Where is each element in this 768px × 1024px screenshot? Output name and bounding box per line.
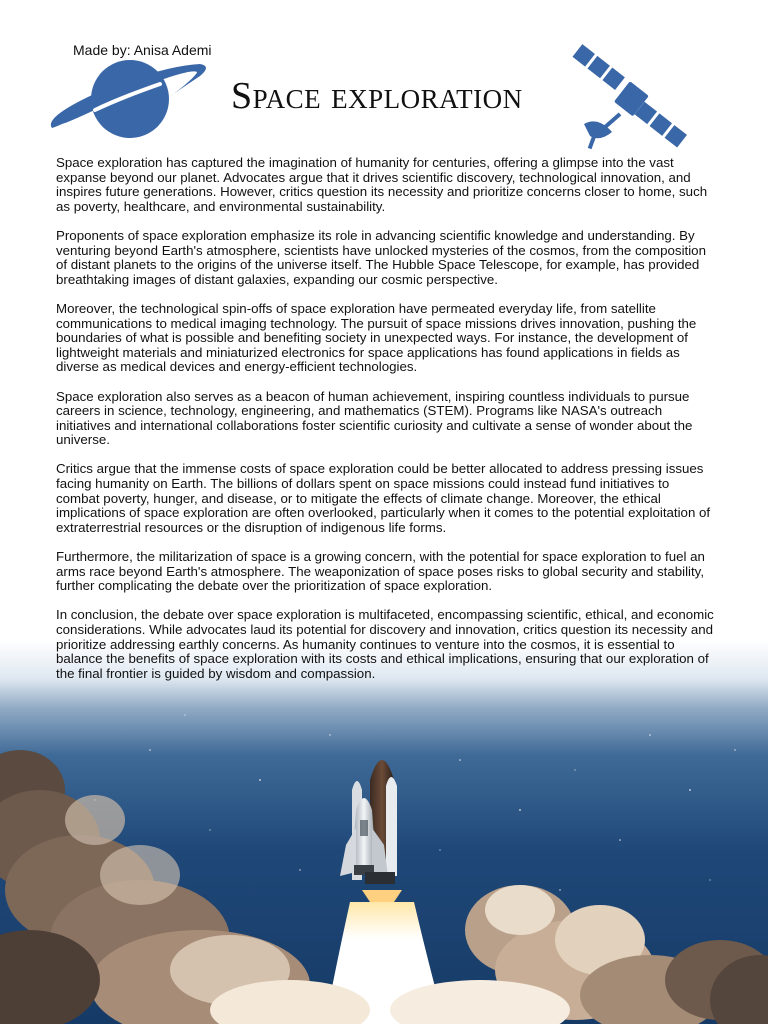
page-title: Space exploration <box>231 75 523 117</box>
paragraph: Moreover, the technological spin-offs of space exploration have permeated everyday life, from satellite communications to medical imaging technology. The pursuit of space missions drives innovation, pushing the boundaries of what is possible and benefiting society in unexpected ways. For instance, the development of lightweight materials and miniaturized electronics for space applications has found applications in fields as diverse as medical devices and energy-efficient technologies. <box>56 300 697 375</box>
paragraph: Furthermore, the militarization of space is a growing concern, with the potential for space exploration to fuel an arms race beyond Earth's atmosphere. The weaponization of space poses risks to global security and stability, further complicating the debate over the prioritization of space exploration. <box>56 549 705 594</box>
paragraph: Space exploration has captured the imagination of humanity for centuries, offering a glimpse into the vast expanse beyond our planet. Advocates argue that it drives scientific discovery, technological innovation, and inspires future generations. However, critics question its necessity and prioritize concerns closer to home, such as poverty, healthcare, and environmental sustainability. <box>56 155 708 214</box>
paragraph: In conclusion, the debate over space exploration is multifaceted, encompassing scientific, ethical, and economic considerations. While advocates laud its potential for discovery and innovation, critics question its necessity and prioritize addressing earthly concerns. As humanity continues to venture into the cosmos, it is essential to balance the benefits of space exploration with its costs and ethical implications, ensuring that our exploration of the final frontier is guided by wisdom and compassion. <box>56 607 714 681</box>
paragraph: Space exploration also serves as a beacon of human achievement, inspiring countless individuals to pursue careers in science, technology, engineering, and mathematics (STEM). Programs like NASA's outreach initiatives and international collaborations foster scientific curiosity and cultivate a sense of wonder about the universe. <box>56 388 693 448</box>
satellite-icon <box>560 32 700 167</box>
paragraph: Critics argue that the immense costs of space exploration could be better allocated to address pressing issues facing humanity on Earth. The billions of dollars spent on space missions could instead fund initiatives to combat poverty, hunger, and disease, or to mitigate the effects of climate change. Moreover, the ethical implications of space exploration are often overlooked, particularly when it comes to the potential exploitation of extraterrestrial resources or the disruption of indigenous life forms. <box>56 461 711 535</box>
author-credit: Made by: Anisa Ademi <box>73 42 212 58</box>
ringed-planet-icon <box>50 58 208 145</box>
paragraph: Proponents of space exploration emphasize its role in advancing scientific knowledge and understanding. By venturing beyond Earth's atmosphere, scientists have unlocked mysteries of the cosmos, from the composition of distant planets to the origins of the universe itself. The Hubble Space Telescope, for example, has provided breathtaking images of distant galaxies, expanding our cosmic perspective. <box>56 227 706 287</box>
shuttle-launch-image <box>0 640 768 1024</box>
article-body <box>56 156 716 696</box>
